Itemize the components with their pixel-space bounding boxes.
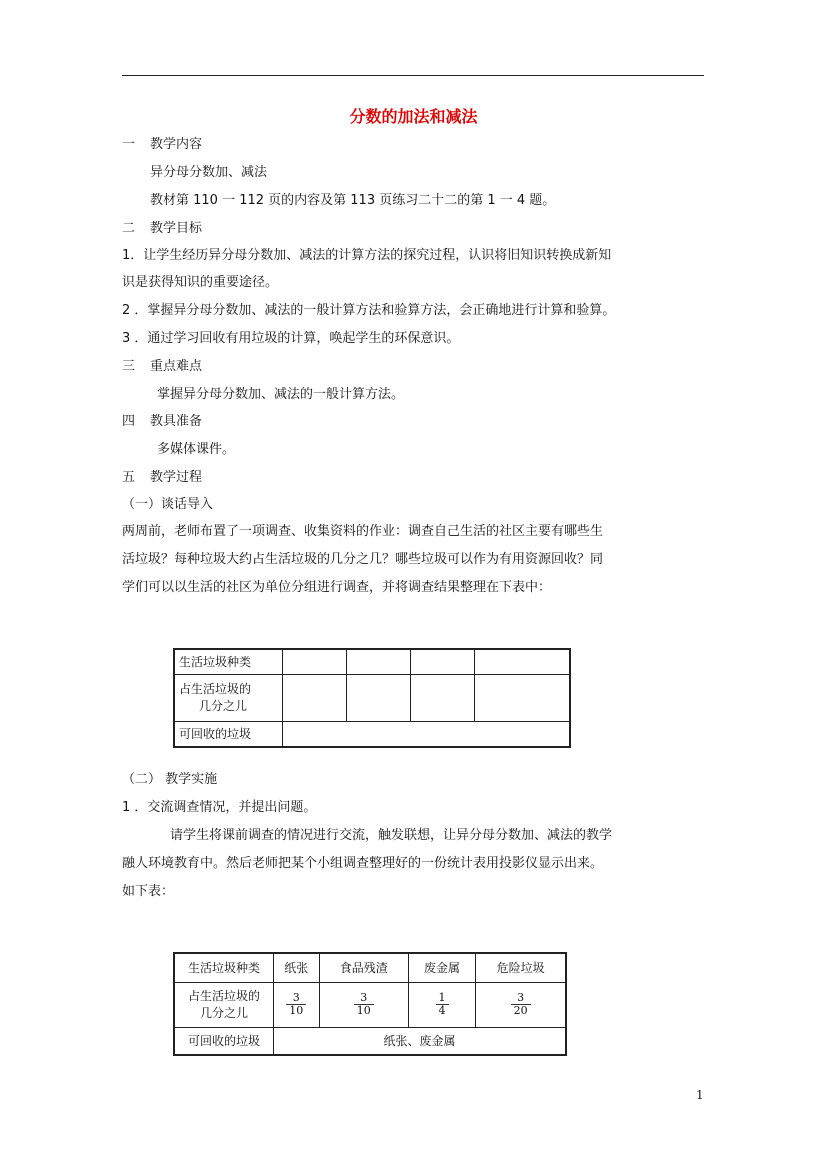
intro-line-b: 活垃圾？每种垃圾大约占生活垃圾的几分之几？哪些垃圾可以作为有用资源回收？同 bbox=[122, 552, 604, 567]
table-cell bbox=[410, 649, 474, 675]
table-cell bbox=[283, 649, 347, 675]
table-cell bbox=[283, 675, 347, 722]
table-row bbox=[174, 675, 570, 722]
section-3-heading bbox=[122, 358, 202, 376]
table-cell: 纸张 bbox=[274, 953, 320, 983]
step-1: 1 ．交流调查情况，并提出问题。 bbox=[122, 800, 317, 815]
table-cell bbox=[474, 675, 570, 722]
section-5-label: 教学过程 bbox=[150, 470, 203, 485]
header-rule bbox=[122, 75, 704, 76]
section-3-line: 掌握异分母分数加、减法的一般计算方法。 bbox=[157, 387, 405, 402]
table-cell: 食品残渣 bbox=[319, 953, 408, 983]
section-4-num: 四 bbox=[122, 414, 136, 429]
table-cell bbox=[319, 983, 408, 1028]
table-row bbox=[174, 722, 570, 748]
table-cell bbox=[283, 722, 571, 748]
fraction-denominator: 10 bbox=[356, 1003, 371, 1017]
table-cell bbox=[410, 675, 474, 722]
fraction-numerator: 3 bbox=[511, 992, 531, 1005]
section-4-line: 多媒体课件。 bbox=[157, 442, 236, 457]
table-header-cell bbox=[174, 675, 283, 722]
fraction-denominator: 20 bbox=[513, 1003, 528, 1017]
fraction-numerator: 3 bbox=[354, 992, 374, 1005]
table-cell bbox=[346, 649, 410, 675]
survey-table-filled bbox=[173, 952, 567, 1056]
fraction bbox=[436, 992, 449, 1017]
section-2-label: 教学目标 bbox=[150, 221, 203, 236]
header-line-a: 占生活垃圾的 bbox=[187, 989, 260, 1003]
table-cell bbox=[346, 675, 410, 722]
table-cell: 纸张、废金属 bbox=[274, 1028, 567, 1056]
part-1-heading: （一）谈话导入 bbox=[122, 497, 214, 512]
goal-1-line-b: 识是获得知识的重要途径。 bbox=[122, 275, 279, 290]
step-1-line-a: 请学生将课前调查的情况进行交流，触发联想，让异分母分数加、减法的教学 bbox=[170, 828, 613, 843]
fraction-denominator: 4 bbox=[438, 1003, 446, 1017]
survey-table-blank bbox=[173, 648, 571, 748]
section-1-line-1: 异分母分数加、减法 bbox=[150, 165, 268, 180]
table-row bbox=[174, 953, 566, 983]
page-number: 1 bbox=[696, 1088, 704, 1102]
section-2-heading bbox=[122, 220, 202, 238]
goal-2: 2 ．掌握异分母分数加、减法的一般计算方法和验算方法，会正确地进行计算和验算。 bbox=[122, 303, 616, 318]
table-header-cell: 生活垃圾种类 bbox=[174, 649, 283, 675]
table-cell bbox=[274, 983, 320, 1028]
document-title: 分数的加法和减法 bbox=[349, 107, 478, 126]
table-header-cell: 可回收的垃圾 bbox=[174, 722, 283, 748]
table-cell bbox=[474, 649, 570, 675]
section-1-label: 教学内容 bbox=[150, 137, 203, 152]
table-cell: 危险垃圾 bbox=[476, 953, 566, 983]
step-1-line-b: 融人环境教育中。然后老师把某个小组调查整理好的一份统计表用投影仪显示出来。 bbox=[122, 856, 604, 871]
part-2-heading: （二） 教学实施 bbox=[122, 772, 218, 787]
intro-line-c: 学们可以以生活的社区为单位分组进行调查，并将调查结果整理在下表中： bbox=[122, 580, 552, 595]
step-1-line-c: 如下表： bbox=[122, 884, 175, 899]
section-5-heading bbox=[122, 469, 202, 487]
fraction-numerator: 1 bbox=[436, 992, 449, 1005]
section-1-num: 一 bbox=[122, 137, 136, 152]
section-1-heading bbox=[122, 136, 202, 154]
intro-line-a: 两周前，老师布置了一项调查、收集资料的作业：调查自己生活的社区主要有哪些生 bbox=[122, 524, 604, 539]
goal-3: 3 ．通过学习回收有用垃圾的计算，唤起学生的环保意识。 bbox=[122, 331, 460, 346]
header-line-a: 占生活垃圾的 bbox=[179, 682, 252, 696]
section-3-num: 三 bbox=[122, 359, 136, 374]
section-5-num: 五 bbox=[122, 470, 136, 485]
header-line-b: 几分之儿 bbox=[199, 1006, 248, 1020]
section-4-heading bbox=[122, 413, 202, 431]
table-cell bbox=[408, 983, 475, 1028]
fraction bbox=[354, 992, 374, 1017]
section-4-label: 教具准备 bbox=[150, 414, 203, 429]
fraction-numerator: 3 bbox=[286, 992, 306, 1005]
fraction bbox=[511, 992, 531, 1017]
section-3-label: 重点难点 bbox=[150, 359, 203, 374]
section-1-line-2: 教材第 110 一 112 页的内容及第 113 页练习二十二的第 1 一 4 题。 bbox=[150, 193, 556, 208]
fraction bbox=[286, 992, 306, 1017]
section-2-num: 二 bbox=[122, 221, 136, 236]
table-cell: 废金属 bbox=[408, 953, 475, 983]
table-row bbox=[174, 649, 570, 675]
fraction-denominator: 10 bbox=[289, 1003, 304, 1017]
table-header-cell bbox=[174, 983, 274, 1028]
table-row bbox=[174, 983, 566, 1028]
table-header-cell: 可回收的垃圾 bbox=[174, 1028, 274, 1056]
header-line-b: 几分之儿 bbox=[199, 699, 248, 713]
table-header-cell: 生活垃圾种类 bbox=[174, 953, 274, 983]
table-cell bbox=[476, 983, 566, 1028]
table-row bbox=[174, 1028, 566, 1056]
goal-1-line-a: 1．让学生经历异分母分数加、减法的计算方法的探究过程，认识将旧知识转换成新知 bbox=[122, 248, 612, 263]
